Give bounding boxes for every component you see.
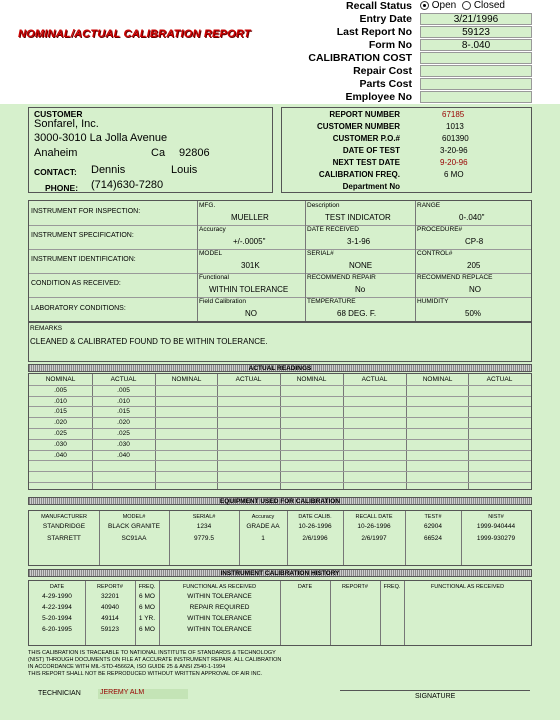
open-label: Open — [431, 0, 457, 11]
history-title: INSTRUMENT CALIBRATION HISTORY — [28, 569, 532, 577]
equipment-cell[interactable]: STANDRIDGE — [42, 523, 86, 530]
history-column-header: FREQ. — [383, 584, 401, 590]
customer-number-value[interactable]: 1013 — [446, 122, 464, 131]
functional-label: Functional — [199, 274, 229, 281]
equipment-cell[interactable]: STARRETT — [47, 535, 81, 542]
mfg-value[interactable]: MUELLER — [231, 213, 269, 222]
entry-date-label: Entry Date — [359, 13, 412, 25]
recall-status-options — [420, 0, 505, 11]
history-column-header: DATE — [297, 584, 313, 590]
nominal-cell[interactable]: .030 — [54, 441, 67, 448]
customer-box — [28, 107, 273, 193]
remarks-box — [28, 322, 532, 362]
readings-row-divider — [29, 417, 531, 418]
actual-cell[interactable]: .010 — [117, 398, 130, 405]
technician-field[interactable]: JEREMY ALM — [98, 689, 188, 699]
employee-no-field[interactable] — [420, 91, 532, 103]
nominal-header: NOMINAL — [296, 376, 327, 383]
readings-row-divider — [29, 428, 531, 429]
nominal-cell[interactable]: .020 — [54, 419, 67, 426]
footer-line-2: (NIST) THROUGH DOCUMENTS ON FILE AT ACCURATE INSTRUMENT REPAIR. ALL CALIBRATION — [28, 657, 282, 663]
equipment-cell[interactable]: 10-26-1996 — [357, 523, 391, 530]
model-label: MODEL — [199, 250, 223, 257]
repair-cost-label: Repair Cost — [353, 65, 412, 77]
temperature-value[interactable]: 68 DEG. F. — [337, 309, 377, 318]
equipment-table — [28, 510, 532, 566]
entry-date-field[interactable]: 3/21/1996 — [420, 13, 532, 25]
contact-first-name[interactable]: Dennis — [91, 164, 126, 176]
accuracy-label: Accuracy — [199, 226, 226, 233]
history-cell[interactable]: WITHIN TOLERANCE — [187, 626, 252, 633]
equipment-cell[interactable]: SC91AA — [121, 535, 147, 542]
employee-no-row — [300, 91, 560, 104]
equipment-cell[interactable]: 1999-940444 — [476, 523, 516, 530]
history-column-divider — [135, 581, 136, 645]
footer-line-1: THIS CALIBRATION IS TRACEABLE TO NATIONAL INSTITUTE OF STANDARDS & TECHNOLOGY — [28, 650, 276, 656]
serial-value[interactable]: NONE — [349, 261, 373, 270]
control-value[interactable]: 205 — [467, 261, 481, 270]
last-report-field[interactable]: 59123 — [420, 26, 532, 38]
department-label: Department No — [342, 182, 400, 191]
history-cell[interactable]: 6 MO — [139, 626, 155, 633]
history-cell[interactable]: 32201 — [100, 593, 120, 600]
actual-header: ACTUAL — [235, 376, 262, 383]
cal-freq-value[interactable]: 6 MO — [444, 170, 464, 179]
readings-row-divider — [29, 450, 531, 451]
history-cell[interactable]: 40940 — [100, 604, 120, 611]
history-column-header: FREQ. — [138, 584, 156, 590]
history-cell[interactable]: 4-29-1990 — [42, 593, 72, 600]
actual-cell[interactable]: .005 — [117, 387, 130, 394]
equipment-cell[interactable]: 2/6/1996 — [302, 535, 328, 542]
contact-label: CONTACT: — [34, 167, 77, 177]
parts-cost-label: Parts Cost — [359, 78, 412, 90]
technician-label: TECHNICIAN — [38, 690, 81, 697]
contact-last-name[interactable]: Louis — [171, 164, 198, 176]
accuracy-value[interactable]: +/-.0005" — [233, 237, 266, 246]
report-number-label: REPORT NUMBER — [329, 110, 400, 119]
nominal-cell[interactable]: .015 — [54, 408, 67, 415]
po-label: CUSTOMER P.O.# — [332, 134, 400, 143]
serial-label: SERIAL# — [307, 250, 334, 257]
procedure-label: PROCEDURE# — [417, 226, 463, 233]
open-radio[interactable] — [420, 1, 429, 10]
entry-date-row — [300, 13, 560, 26]
history-column-divider — [280, 581, 281, 645]
field-cal-value[interactable]: NO — [245, 309, 257, 318]
lab-conditions-label: LABORATORY CONDITIONS: — [31, 305, 126, 312]
inspection-label: INSTRUMENT FOR INSPECTION: — [31, 208, 141, 215]
identification-label: INSTRUMENT IDENTIFICATION: — [31, 256, 136, 263]
po-value[interactable]: 601390 — [442, 134, 469, 143]
remarks-text[interactable]: CLEANED & CALIBRATED FOUND TO BE WITHIN TOLERANCE. — [30, 337, 268, 346]
history-column-header: REPORT# — [342, 584, 368, 590]
readings-row-divider — [29, 406, 531, 407]
humidity-value[interactable]: 50% — [465, 309, 482, 318]
parts-cost-field[interactable] — [420, 78, 532, 90]
history-column-divider — [330, 581, 331, 645]
cal-cost-row — [300, 52, 560, 65]
equipment-cell[interactable]: 1234 — [196, 523, 212, 530]
readings-row-divider — [29, 482, 531, 483]
history-cell[interactable]: 1 YR. — [138, 615, 156, 622]
parts-cost-row — [300, 78, 560, 91]
history-cell[interactable]: 6 MO — [139, 604, 155, 611]
equipment-column-header: TEST# — [424, 514, 442, 520]
employee-no-label: Employee No — [345, 91, 412, 103]
equipment-column-header: DATE CALIB. — [298, 514, 332, 520]
nominal-cell[interactable]: .040 — [54, 452, 67, 459]
equipment-column-header: NIST# — [488, 514, 504, 520]
procedure-value[interactable]: CP-8 — [465, 237, 484, 246]
repair-cost-field[interactable] — [420, 65, 532, 77]
equipment-cell[interactable]: GRADE AA — [246, 523, 280, 530]
rec-replace-value[interactable]: NO — [469, 285, 481, 294]
description-label: Description — [307, 202, 340, 209]
report-title: NOMINAL/ACTUAL CALIBRATION REPORT — [18, 28, 251, 40]
rec-repair-value[interactable]: No — [355, 285, 366, 294]
next-test-label: NEXT TEST DATE — [332, 158, 400, 167]
equipment-column-header: Accuracy — [251, 514, 275, 520]
last-report-row — [300, 26, 560, 39]
nominal-header: NOMINAL — [171, 376, 202, 383]
specification-label: INSTRUMENT SPECIFICATION: — [31, 232, 134, 239]
history-table — [28, 580, 532, 646]
condition-label: CONDITION AS RECEIVED: — [31, 280, 121, 287]
rec-repair-label: RECOMMEND REPAIR — [307, 274, 376, 281]
history-column-divider — [159, 581, 160, 645]
history-column-divider — [404, 581, 405, 645]
signature-label: SIGNATURE — [415, 693, 456, 700]
equipment-column-header: SERIAL# — [192, 514, 216, 520]
phone-field[interactable]: (714)630-7280 — [91, 179, 164, 191]
history-cell[interactable]: WITHIN TOLERANCE — [187, 615, 252, 622]
readings-row-divider — [29, 439, 531, 440]
cal-cost-field[interactable] — [420, 52, 532, 64]
nominal-cell[interactable]: .005 — [54, 387, 67, 394]
actual-header: ACTUAL — [486, 376, 513, 383]
actual-cell[interactable]: .040 — [117, 452, 130, 459]
equipment-cell[interactable]: 9779.5 — [194, 535, 214, 542]
instrument-box — [28, 200, 532, 322]
description-value[interactable]: TEST INDICATOR — [325, 213, 391, 222]
functional-value[interactable]: WITHIN TOLERANCE — [209, 285, 289, 294]
phone-label: PHONE: — [45, 183, 79, 193]
footer-line-3: IN ACCORDANCE WITH MIL-STD-45662A, ISO GUIDE 25 & ANSI Z540-1-1994 — [28, 664, 226, 670]
recall-status-row — [300, 0, 560, 13]
equipment-cell[interactable]: 1999-930279 — [476, 535, 516, 542]
form-no-row — [300, 39, 560, 52]
equipment-cell[interactable]: BLACK GRANITE — [107, 523, 160, 530]
customer-state[interactable]: Ca — [151, 147, 166, 159]
history-column-divider — [85, 581, 86, 645]
humidity-label: HUMIDITY — [417, 298, 449, 305]
history-cell[interactable]: 49114 — [101, 615, 119, 622]
last-report-label: Last Report No — [336, 26, 412, 38]
readings-row-divider — [29, 396, 531, 397]
history-column-header: FUNCTIONAL AS RECEIVED — [182, 584, 257, 590]
form-no-field[interactable]: 8-.040 — [420, 39, 532, 51]
actual-cell[interactable]: .020 — [117, 419, 130, 426]
customer-number-label: CUSTOMER NUMBER — [317, 122, 400, 131]
customer-name[interactable]: Sonfarel, Inc. — [34, 118, 99, 130]
history-cell[interactable]: 5-20-1994 — [42, 615, 72, 622]
range-label: RANGE — [417, 202, 441, 209]
actual-cell[interactable]: .015 — [117, 408, 130, 415]
actual-header: ACTUAL — [110, 376, 137, 383]
history-cell[interactable]: 6-20-1995 — [42, 626, 72, 633]
nominal-cell[interactable]: .010 — [54, 398, 67, 405]
equipment-cell[interactable]: 62904 — [423, 523, 443, 530]
equipment-cell[interactable]: 2/6/1997 — [361, 535, 387, 542]
form-no-label: Form No — [368, 39, 412, 51]
equipment-column-header: MANUFACTURER — [41, 514, 87, 520]
rec-replace-label: RECOMMEND REPLACE — [417, 274, 493, 281]
history-cell[interactable]: 4-22-1994 — [42, 604, 72, 611]
readings-row-divider — [29, 385, 531, 386]
footer-line-4: THIS REPORT SHALL NOT BE REPRODUCED WITHOUT WRITTEN APPROVAL OF AIR INC. — [28, 671, 263, 677]
customer-city[interactable]: Anaheim — [34, 147, 78, 159]
history-column-divider — [380, 581, 381, 645]
history-column-header: FUNCTIONAL AS RECEIVED — [430, 584, 505, 590]
history-cell[interactable]: WITHIN TOLERANCE — [187, 593, 252, 600]
recall-status-label: Recall Status — [346, 0, 412, 12]
closed-label: Closed — [473, 0, 505, 11]
equipment-column-header: MODEL# — [122, 514, 146, 520]
readings-row-divider — [29, 471, 531, 472]
range-value[interactable]: 0-.040" — [459, 213, 485, 222]
report-info-box — [281, 107, 532, 193]
field-cal-label: Field Calibration — [199, 298, 246, 305]
customer-heading: CUSTOMER — [34, 109, 83, 119]
customer-zip[interactable]: 92806 — [179, 147, 210, 159]
temperature-label: TEMPERATURE — [307, 298, 356, 305]
history-cell[interactable]: 59123 — [100, 626, 120, 633]
closed-radio[interactable] — [462, 1, 471, 10]
history-column-header: DATE — [49, 584, 65, 590]
equipment-cell[interactable]: 1 — [261, 535, 265, 542]
equipment-title: EQUIPMENT USED FOR CALIBRATION — [28, 497, 532, 505]
nominal-header: NOMINAL — [422, 376, 453, 383]
readings-row-divider — [29, 460, 531, 461]
history-cell[interactable]: REPAIR REQUIRED — [189, 604, 250, 611]
next-test-value[interactable]: 9-20-96 — [440, 158, 468, 167]
equipment-column-header: RECALL DATE — [355, 514, 393, 520]
mfg-label: MFG. — [199, 202, 216, 209]
model-value[interactable]: 301K — [241, 261, 260, 270]
date-received-value[interactable]: 3-1-96 — [347, 237, 371, 246]
report-labels — [282, 110, 400, 194]
actual-cell[interactable]: .025 — [117, 430, 130, 437]
report-number-value[interactable]: 67185 — [442, 110, 465, 119]
header-area — [0, 0, 560, 104]
nominal-header: NOMINAL — [45, 376, 76, 383]
history-column-header: REPORT# — [97, 584, 123, 590]
readings-table — [28, 373, 532, 490]
control-label: CONTROL# — [417, 250, 453, 257]
remarks-label: REMARKS — [30, 325, 63, 332]
date-received-label: DATE RECEIVED — [307, 226, 359, 233]
customer-address[interactable]: 3000-3010 La Jolla Avenue — [34, 132, 168, 144]
equipment-cell[interactable]: 66524 — [423, 535, 443, 542]
actual-cell[interactable]: .030 — [117, 441, 130, 448]
date-of-test-label: DATE OF TEST — [342, 146, 400, 155]
cal-freq-label: CALIBRATION FREQ. — [318, 170, 400, 179]
repair-cost-row — [300, 65, 560, 78]
date-of-test-value[interactable]: 3-20-96 — [440, 146, 468, 155]
cal-cost-label: CALIBRATION COST — [308, 52, 412, 64]
actual-header: ACTUAL — [361, 376, 388, 383]
readings-title: ACTUAL READINGS — [28, 364, 532, 372]
history-cell[interactable]: 6 MO — [139, 593, 155, 600]
nominal-cell[interactable]: .025 — [54, 430, 67, 437]
equipment-cell[interactable]: 10-26-1996 — [298, 523, 332, 530]
